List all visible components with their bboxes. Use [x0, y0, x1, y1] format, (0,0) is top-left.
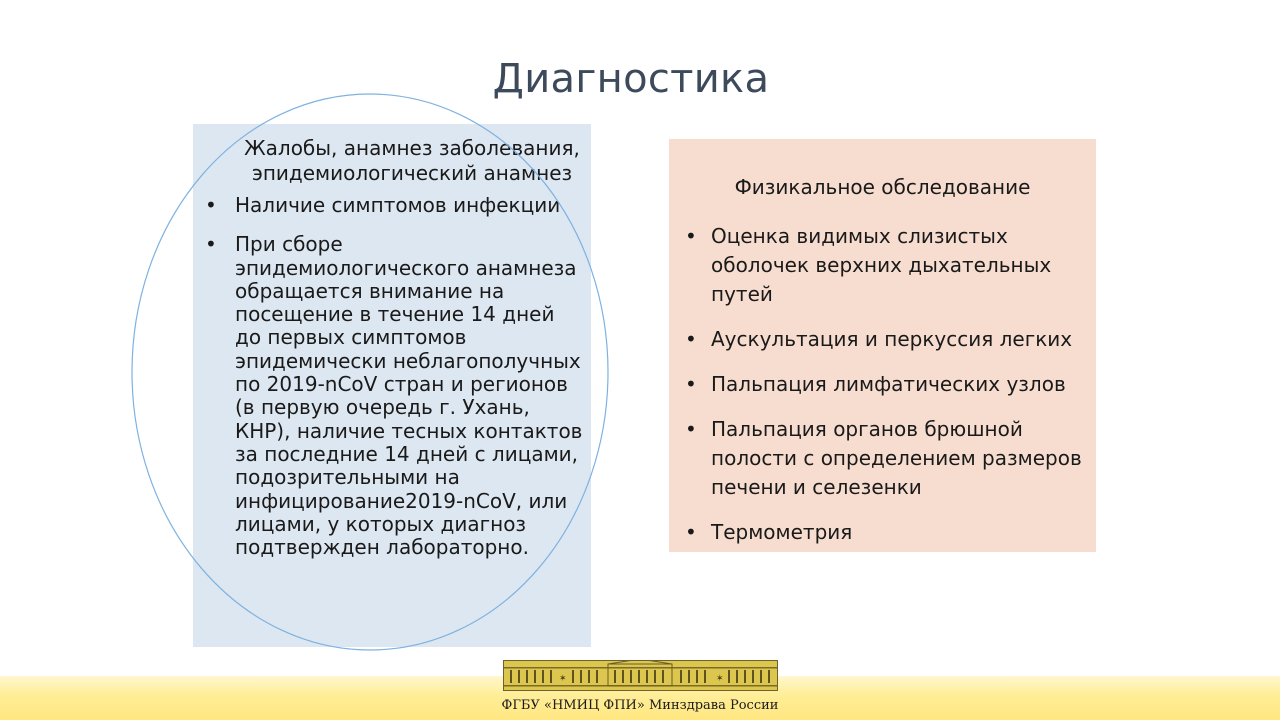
bullet-icon: • — [685, 417, 697, 441]
list-item — [681, 325, 1084, 354]
bullet-icon: • — [205, 193, 217, 217]
list-item-text: Пальпация органов брюшной полости с определением размеров печени и селезенки — [711, 417, 1082, 499]
list-item — [681, 370, 1084, 399]
complaints-anamnesis-heading: Жалобы, анамнез заболевания, эпидемиологический анамнез — [244, 136, 580, 185]
svg-text:✶: ✶ — [559, 674, 567, 684]
list-item-text: Оценка видимых слизистых оболочек верхних дыхательных путей — [711, 224, 1052, 306]
slide-title: Диагностика — [492, 56, 770, 102]
list-item-text: Аускультация и перкуссия легких — [711, 327, 1073, 351]
bullet-icon: • — [685, 372, 697, 396]
bullet-icon: • — [685, 520, 697, 544]
list-item — [681, 222, 1084, 309]
bullet-icon: • — [205, 232, 217, 257]
list-item — [681, 518, 1084, 547]
physical-exam-heading: Физикальное обследование — [734, 175, 1031, 199]
physical-exam-list — [681, 222, 1084, 547]
complaints-anamnesis-box — [193, 124, 591, 647]
building-logo-icon — [503, 660, 778, 691]
bullet-icon: • — [685, 327, 697, 351]
list-item — [201, 233, 583, 559]
list-item-text: При сборе эпидемиологического анамнеза обращается внимание на посещение в течение 14 дней до первых симптомов эпидемически неблагополучных по 2019-nCoV стран и регионов (в первую очередь г. Ухань, КНР), наличие тесных контактов за последние 14 дней с лицами, подозрительными на инфицирование2019-nCoV, или лицами, у которых диагноз подтвержден лабораторно. — [235, 232, 583, 560]
footer-organization: ФГБУ «НМИЦ ФПИ» Минздрава России — [501, 698, 779, 713]
physical-exam-box — [669, 139, 1096, 552]
list-item-text: Термометрия — [711, 520, 853, 544]
bullet-icon: • — [685, 224, 697, 248]
list-item — [681, 415, 1084, 502]
list-item — [201, 194, 583, 217]
building-drawing — [504, 661, 778, 691]
list-item-text: Пальпация лимфатических узлов — [711, 372, 1066, 396]
complaints-anamnesis-list — [201, 194, 583, 559]
svg-text:✶: ✶ — [716, 674, 724, 684]
list-item-text: Наличие симптомов инфекции — [235, 193, 561, 217]
